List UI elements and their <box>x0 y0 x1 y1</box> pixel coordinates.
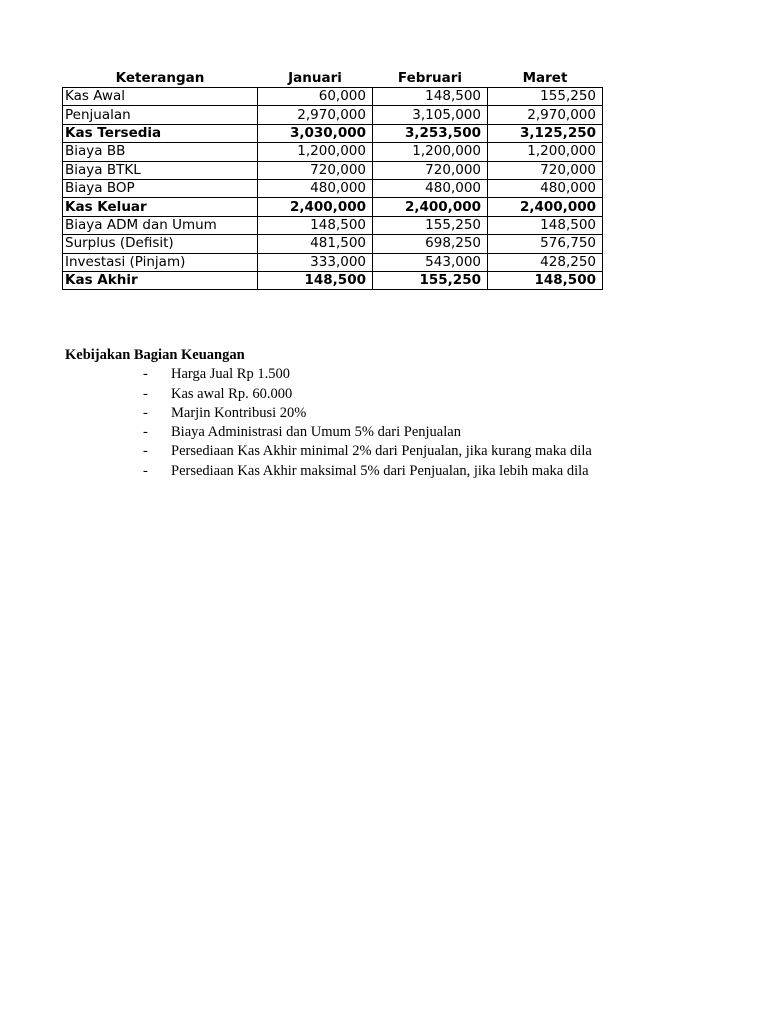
cell-value: 2,400,000 <box>258 198 373 216</box>
cell-value: 481,500 <box>258 235 373 253</box>
table-row <box>63 179 603 197</box>
row-label: Biaya BTKL <box>63 161 258 179</box>
cell-value: 148,500 <box>373 88 488 106</box>
policy-item <box>65 365 603 384</box>
cell-value: 2,400,000 <box>373 198 488 216</box>
cell-value: 3,030,000 <box>258 124 373 142</box>
cell-value: 333,000 <box>258 253 373 271</box>
bullet-dash: - <box>143 462 148 479</box>
cell-value: 720,000 <box>488 161 603 179</box>
policy-item-text: Persediaan Kas Akhir maksimal 5% dari Penjualan, jika lebih maka dila <box>171 462 589 479</box>
table-row <box>63 124 603 142</box>
bullet-dash: - <box>143 404 148 421</box>
row-label: Kas Tersedia <box>63 124 258 142</box>
policy-item <box>65 404 603 423</box>
cell-value: 3,105,000 <box>373 106 488 124</box>
cell-value: 2,970,000 <box>488 106 603 124</box>
cell-value: 1,200,000 <box>373 143 488 161</box>
cell-value: 428,250 <box>488 253 603 271</box>
cell-value: 576,750 <box>488 235 603 253</box>
cell-value: 698,250 <box>373 235 488 253</box>
policy-section <box>65 346 603 481</box>
cash-budget-table <box>62 68 603 290</box>
cell-value: 543,000 <box>373 253 488 271</box>
bullet-dash: - <box>143 385 148 402</box>
policy-item <box>65 442 603 461</box>
cell-value: 480,000 <box>373 179 488 197</box>
policy-list <box>65 365 603 481</box>
table-body <box>63 88 603 290</box>
cell-value: 148,500 <box>488 271 603 289</box>
cell-value: 155,250 <box>373 216 488 234</box>
table-row <box>63 253 603 271</box>
cell-value: 1,200,000 <box>258 143 373 161</box>
table-row <box>63 106 603 124</box>
row-label: Kas Keluar <box>63 198 258 216</box>
policy-item <box>65 385 603 404</box>
table-row <box>63 216 603 234</box>
cell-value: 148,500 <box>258 271 373 289</box>
cell-value: 720,000 <box>373 161 488 179</box>
policy-item-text: Marjin Kontribusi 20% <box>171 404 307 421</box>
header-keterangan: Keterangan <box>115 70 205 86</box>
cell-value: 3,253,500 <box>373 124 488 142</box>
cell-value: 148,500 <box>258 216 373 234</box>
row-label: Surplus (Defisit) <box>63 235 258 253</box>
row-label: Biaya BB <box>63 143 258 161</box>
policy-item <box>65 423 603 442</box>
header-januari: Januari <box>288 70 342 86</box>
table-row <box>63 198 603 216</box>
policy-item-text: Persediaan Kas Akhir minimal 2% dari Penjualan, jika kurang maka dila <box>171 443 592 460</box>
cell-value: 480,000 <box>258 179 373 197</box>
bullet-dash: - <box>143 366 148 383</box>
cell-value: 2,400,000 <box>488 198 603 216</box>
table-row <box>63 143 603 161</box>
cell-value: 155,250 <box>373 271 488 289</box>
cell-value: 3,125,250 <box>488 124 603 142</box>
cell-value: 155,250 <box>488 88 603 106</box>
cell-value: 60,000 <box>258 88 373 106</box>
header-maret: Maret <box>522 70 568 86</box>
cell-value: 1,200,000 <box>488 143 603 161</box>
row-label: Biaya BOP <box>63 179 258 197</box>
row-label: Investasi (Pinjam) <box>63 253 258 271</box>
cell-value: 2,970,000 <box>258 106 373 124</box>
policy-item <box>65 462 603 481</box>
table-header-row <box>63 68 603 88</box>
policy-item-text: Kas awal Rp. 60.000 <box>171 385 293 402</box>
row-label: Kas Awal <box>63 88 258 106</box>
row-label: Biaya ADM dan Umum <box>63 216 258 234</box>
cell-value: 480,000 <box>488 179 603 197</box>
table-row <box>63 161 603 179</box>
table-row <box>63 271 603 289</box>
row-label: Penjualan <box>63 106 258 124</box>
cell-value: 720,000 <box>258 161 373 179</box>
cell-value: 148,500 <box>488 216 603 234</box>
table-row <box>63 88 603 106</box>
bullet-dash: - <box>143 424 148 441</box>
table-row <box>63 235 603 253</box>
policy-title: Kebijakan Bagian Keuangan <box>65 347 245 363</box>
header-februari: Februari <box>397 70 463 86</box>
policy-item-text: Harga Jual Rp 1.500 <box>171 366 290 383</box>
policy-item-text: Biaya Administrasi dan Umum 5% dari Penjualan <box>171 424 461 441</box>
bullet-dash: - <box>143 443 148 460</box>
row-label: Kas Akhir <box>63 271 258 289</box>
